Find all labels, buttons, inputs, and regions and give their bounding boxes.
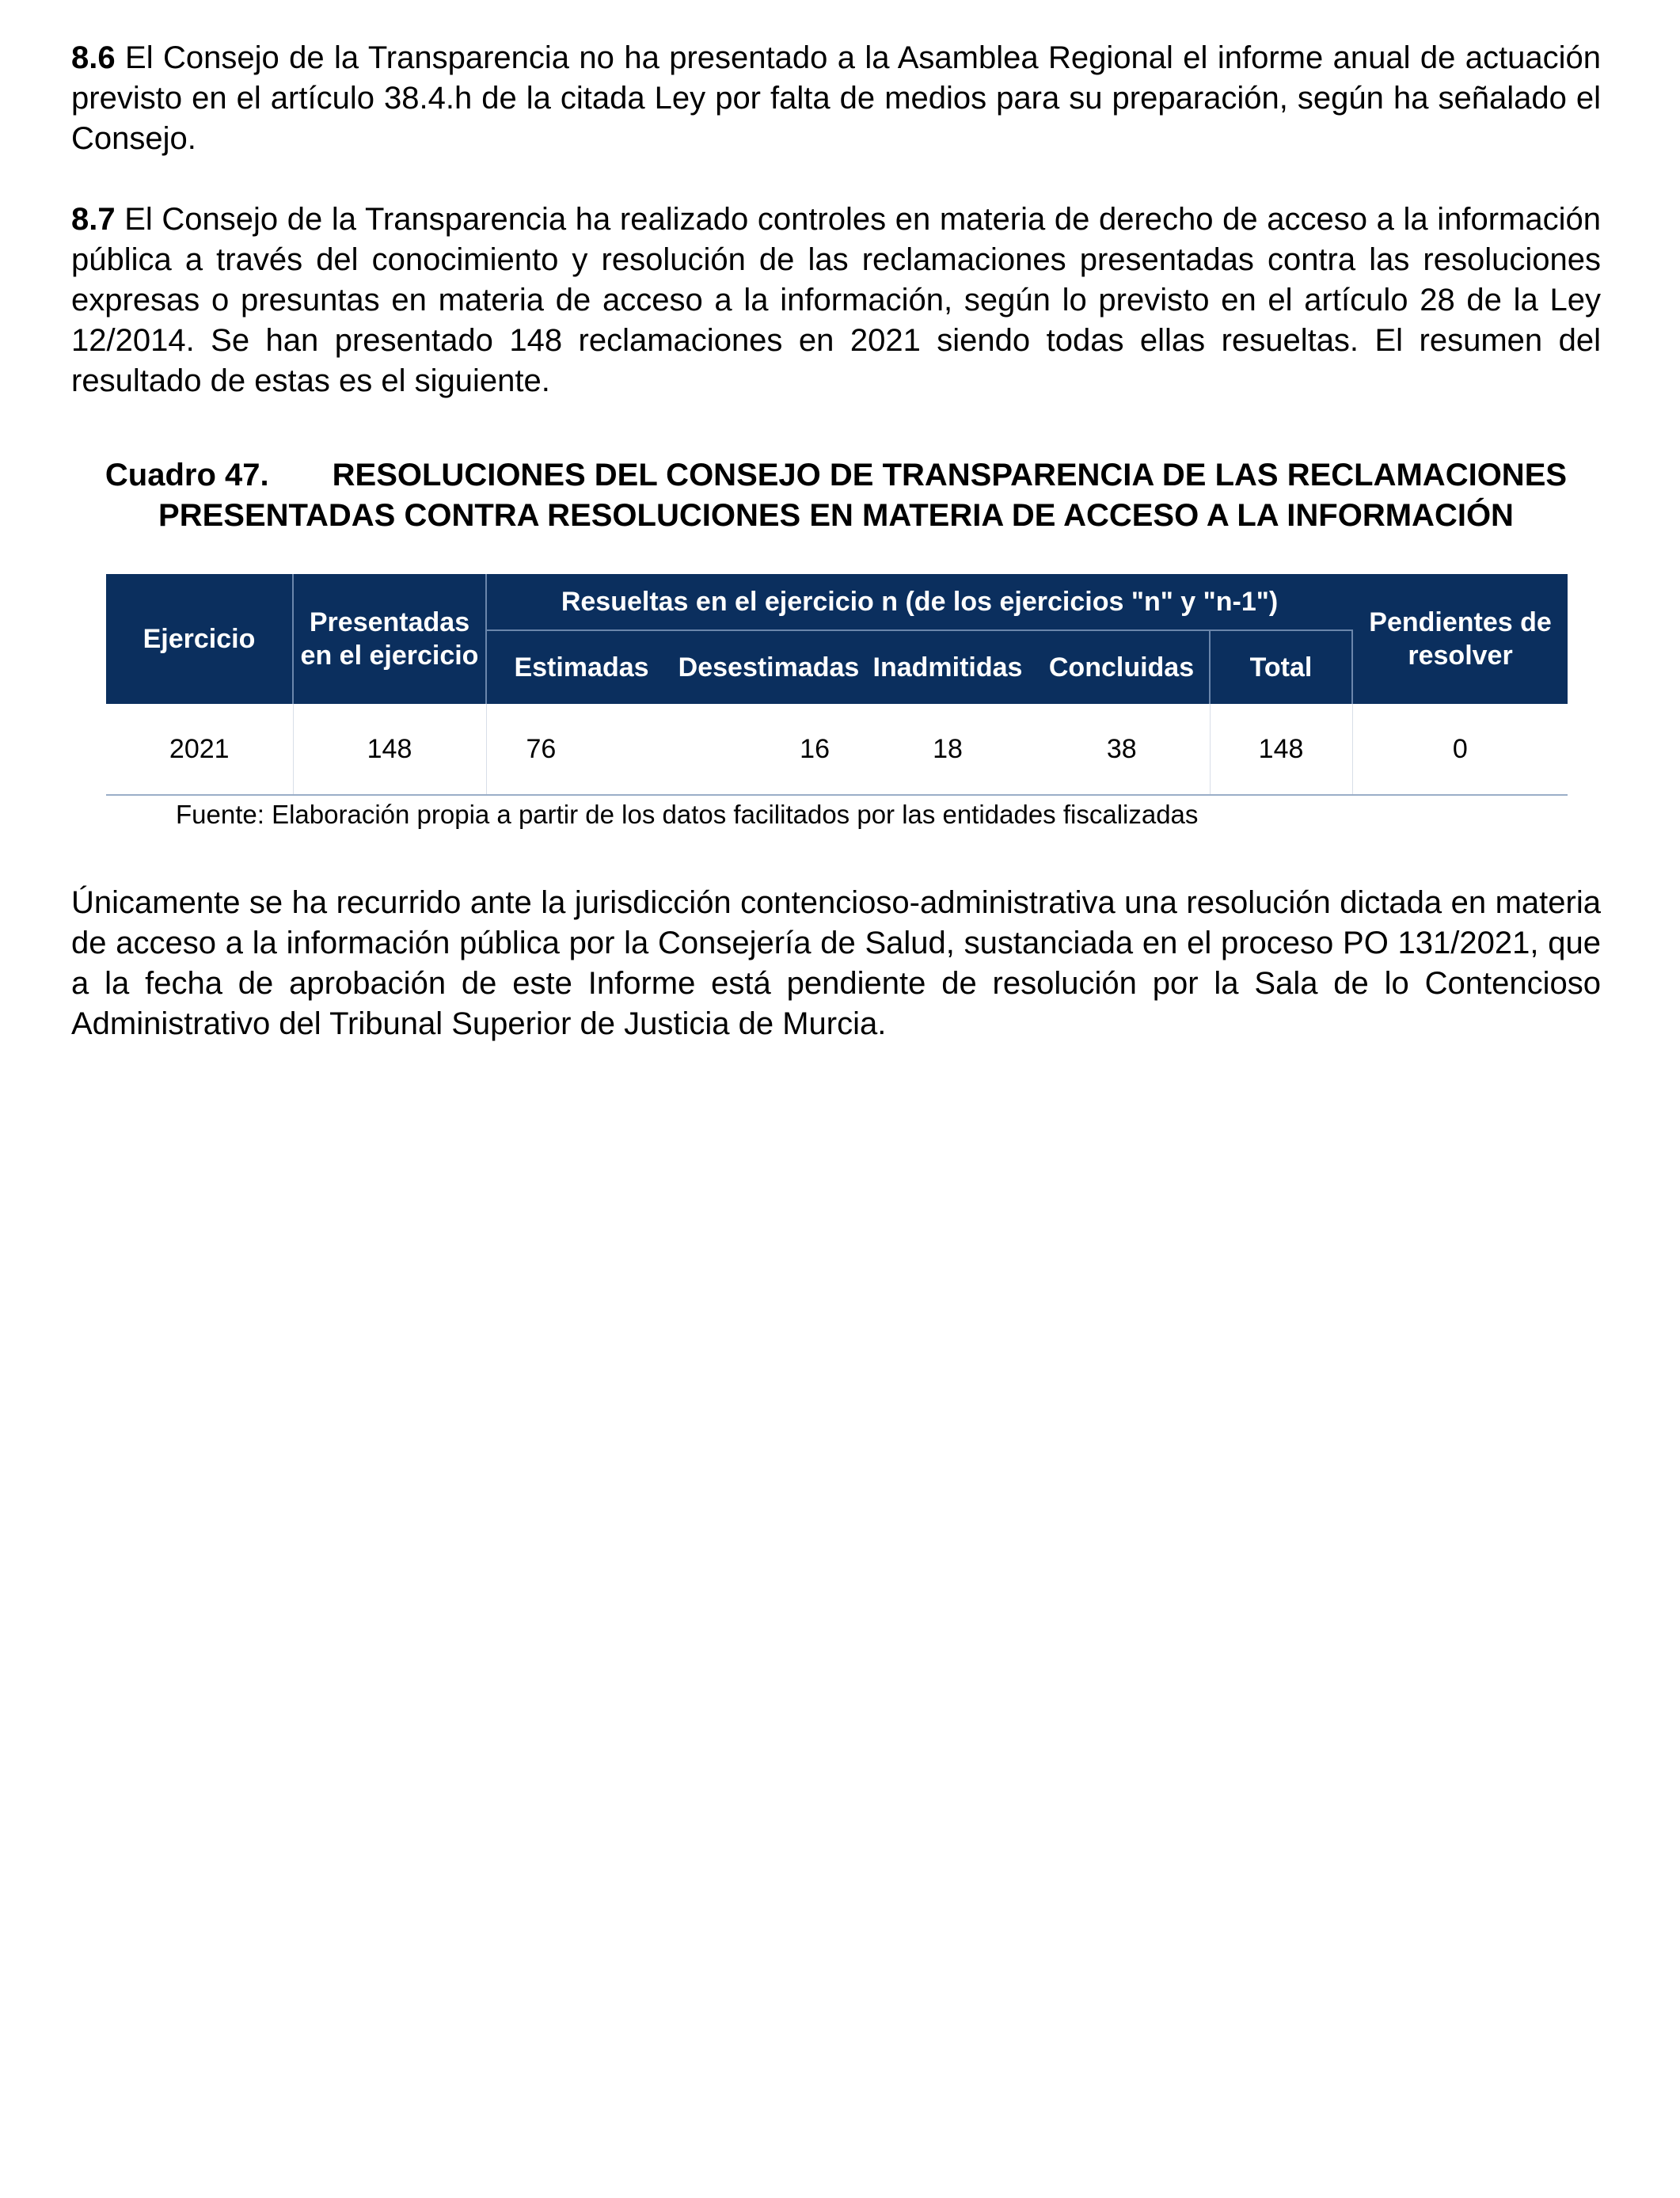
table-row — [106, 704, 1568, 795]
table-caption — [71, 455, 1601, 536]
cell-desestimadas: 16 — [676, 704, 861, 795]
cell-ejercicio: 2021 — [106, 704, 293, 795]
header-total: Total — [1210, 630, 1352, 704]
results-table — [106, 574, 1568, 796]
header-desestimadas: Desestimadas — [676, 630, 861, 704]
cell-inadmitidas: 18 — [861, 704, 1034, 795]
caption-label: Cuadro 47. — [105, 458, 269, 492]
cell-concluidas: 38 — [1034, 704, 1210, 795]
header-estimadas: Estimadas — [486, 630, 676, 704]
cell-total: 148 — [1210, 704, 1352, 795]
paragraph-text: El Consejo de la Transparencia ha realizado controles en materia de derecho de acceso a la información pública a través del conocimiento y resolución de las reclamaciones presentadas contra las resoluciones expresas o presuntas en materia de acceso a la información, según lo previsto en el artículo 28 de la Ley 12/2014. Se han presentado 148 reclamaciones en 2021 siendo todas ellas resueltas. El resumen del resultado de estas es el siguiente. — [71, 202, 1601, 398]
cell-estimadas: 76 — [486, 704, 676, 795]
header-inadmitidas: Inadmitidas — [861, 630, 1034, 704]
table-container — [106, 574, 1568, 831]
header-concluidas: Concluidas — [1034, 630, 1210, 704]
paragraph-number: 8.7 — [71, 202, 116, 237]
paragraph-number: 8.6 — [71, 40, 116, 75]
paragraph-text: El Consejo de la Transparencia no ha presentado a la Asamblea Regional el informe anual de actuación previsto en el artículo 38.4.h de la citada Ley por falta de medios para su preparación, según ha señalado el Consejo. — [71, 40, 1601, 156]
caption-title: RESOLUCIONES DEL CONSEJO DE TRANSPARENCIA DE LAS RECLAMACIONES PRESENTADAS CONTRA RESOLUCIONES EN MATERIA DE ACCESO A LA INFORMACIÓN — [158, 458, 1568, 533]
header-resueltas-group: Resueltas en el ejercicio n (de los ejercicios "n" y "n-1") — [486, 574, 1352, 630]
cell-presentadas: 148 — [293, 704, 486, 795]
table-source: Fuente: Elaboración propia a partir de los datos facilitados por las entidades fiscalizadas — [176, 800, 1199, 829]
header-pendientes: Pendientes de resolver — [1352, 574, 1568, 704]
paragraph-8-6 — [71, 38, 1601, 159]
document-page — [71, 38, 1601, 1044]
paragraph-final: Únicamente se ha recurrido ante la jurisdicción contencioso-administrativa una resolución dictada en materia de acceso a la información pública por la Consejería de Salud, sustanciada en el proceso PO 131/2021, que a la fecha de aprobación de este Informe está pendiente de resolución por la Sala de lo Contencioso Administrativo del Tribunal Superior de Justicia de Murcia. — [71, 885, 1601, 1041]
cell-pendientes: 0 — [1352, 704, 1568, 795]
header-ejercicio: Ejercicio — [106, 574, 293, 704]
header-presentadas: Presentadas en el ejercicio — [293, 574, 486, 704]
header-row-1 — [106, 574, 1568, 630]
paragraph-8-7 — [71, 200, 1601, 401]
